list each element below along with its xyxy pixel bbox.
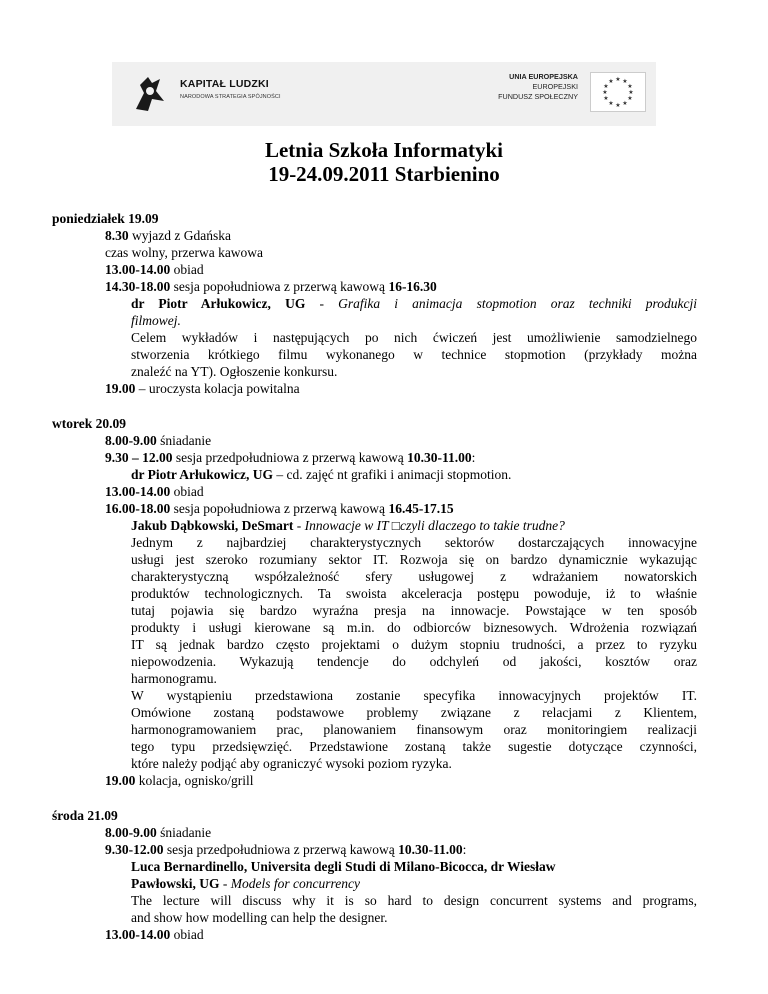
- speaker-line: dr Piotr Arłukowicz, UG – cd. zajęć nt grafiki i animacji stopmotion.: [131, 467, 512, 482]
- schedule-entry: 19.00 – uroczysta kolacja powitalna: [105, 381, 300, 396]
- svg-text:★: ★: [627, 95, 633, 102]
- page-title: Letnia Szkoła Informatyki: [264, 138, 503, 162]
- svg-text:★: ★: [627, 83, 633, 90]
- description-line: produktów technologicznych. Ta swoista akceleracja postępu powoduje, iż to właśnie: [131, 586, 697, 601]
- eu-logo-text: [478, 72, 578, 102]
- schedule-entry: 13.00-14.00 obiad: [105, 262, 204, 277]
- eu-flag-icon: [590, 72, 646, 112]
- description-line: niepowodzenia. Wykazują tendencje do odchyleń od jakości, kosztów oraz: [131, 654, 697, 669]
- svg-text:★: ★: [615, 102, 621, 109]
- eu-line2: EUROPEJSKI: [532, 82, 578, 91]
- page-subtitle: 19-24.09.2011 Starbienino: [268, 162, 500, 186]
- svg-text:★: ★: [602, 89, 608, 96]
- speaker-line: Luca Bernardinello, Universita degli Studi di Milano-Bicocca, dr Wiesław: [131, 859, 556, 874]
- svg-text:★: ★: [608, 100, 614, 107]
- schedule-entry: 13.00-14.00 obiad: [105, 927, 204, 942]
- kapital-ludzki-title: KAPITAŁ LUDZKI: [180, 78, 269, 90]
- day-heading: poniedziałek 19.09: [52, 211, 159, 226]
- description-line: produkty i usługi kierowane są m.in. do odbiorców biznesowych. Wdrożenia rozwiązań: [131, 620, 697, 635]
- eu-logo: [478, 72, 658, 118]
- speaker-line: Jakub Dąbkowski, DeSmart - Innowacje w IT □czyli dlaczego to takie trudne?: [131, 518, 565, 533]
- schedule-entry: 8.00-9.00 śniadanie: [105, 433, 212, 448]
- schedule-entry: 13.00-14.00 obiad: [105, 484, 204, 499]
- description-line: usługi jest szeroko rozumiany sektor IT. Rozwoja się on bardzo dynamicznie wykazując: [131, 552, 697, 567]
- description-line: które należy podjąć aby ograniczyć wysoki poziom ryzyka.: [131, 756, 452, 771]
- description-line: Jednym z najbardziej charakterystycznych sektorów dostarczających innowacyjne: [131, 535, 697, 550]
- description-line: harmonogramowaniem prac, planowaniem finansowym oraz monitoringiem realizacji: [131, 722, 697, 737]
- description-line: tutaj pojawia się bardzo wyraźna presja na innowacje. Powstające w ten sposób: [131, 603, 697, 618]
- kapital-ludzki-logo: [130, 69, 330, 119]
- svg-text:★: ★: [603, 95, 609, 102]
- schedule-entry: 9.30 – 12.00 sesja przedpołudniowa z przerwą kawową 10.30-11.00:: [105, 450, 476, 465]
- description-line: znaleźć na YT). Ogłoszenie konkursu.: [131, 364, 338, 379]
- description-line: IT są jednak bardzo często projektami o dużym stopniu trudności, a przez to ryzyku: [131, 637, 697, 652]
- schedule-entry: 8.00-9.00 śniadanie: [105, 825, 212, 840]
- schedule-entry: 8.30 wyjazd z Gdańska: [105, 228, 231, 243]
- svg-text:★: ★: [603, 83, 609, 90]
- description-line: and show how modelling can help the designer.: [131, 910, 388, 925]
- schedule-entry: czas wolny, przerwa kawowa: [105, 245, 264, 260]
- description-line: The lecture will discuss why it is so hard to design concurrent systems and programs,: [131, 893, 697, 908]
- svg-text:★: ★: [628, 89, 634, 96]
- kapital-ludzki-subtitle: NARODOWA STRATEGIA SPÓJNOŚCI: [180, 94, 281, 100]
- description-line: tego typu przedsięwzięć. Przedstawione zostaną także sugestie dotyczące czynności,: [131, 739, 697, 754]
- svg-text:★: ★: [622, 78, 628, 85]
- eu-line3: FUNDUSZ SPOŁECZNY: [498, 92, 578, 101]
- talk-title: filmowej.: [131, 313, 181, 328]
- schedule-entry: 9.30-12.00 sesja przedpołudniowa z przerwą kawową 10.30-11.00:: [105, 842, 467, 857]
- svg-text:★: ★: [615, 76, 621, 83]
- svg-text:★: ★: [622, 100, 628, 107]
- day-heading: środa 21.09: [52, 808, 118, 823]
- svg-text:★: ★: [608, 78, 614, 85]
- logo-bar: [112, 62, 656, 126]
- schedule-entry: 19.00 kolacja, ognisko/grill: [105, 773, 254, 788]
- kapital-ludzki-emblem-icon: [130, 71, 170, 115]
- description-line: stworzenia krótkiego filmu wykonanego w technice stopmotion (przykłady można: [131, 347, 697, 362]
- speaker-line: Pawłowski, UG - Models for concurrency: [131, 876, 360, 891]
- eu-line1: UNIA EUROPEJSKA: [509, 72, 578, 81]
- description-line: Celem wykładów i następujących po nich ćwiczeń jest umożliwienie samodzielnego: [131, 330, 697, 345]
- description-line: charakterystyczną współzależność sfery usługowej z wdrażaniem nowatorskich: [131, 569, 697, 584]
- speaker-line: dr Piotr Arłukowicz, UG - Grafika i animacja stopmotion oraz techniki produkcji: [131, 296, 697, 311]
- schedule-entry: 16.00-18.00 sesja popołudniowa z przerwą kawową 16.45-17.15: [105, 501, 454, 516]
- day-heading: wtorek 20.09: [52, 416, 126, 431]
- description-line: W wystąpieniu przedstawiona zostanie specyfika innowacyjnych projektów IT.: [131, 688, 697, 703]
- description-line: harmonogramu.: [131, 671, 217, 686]
- description-line: Omówione zostaną podstawowe problemy związane z relacjami z Klientem,: [131, 705, 697, 720]
- schedule-entry: 14.30-18.00 sesja popołudniowa z przerwą kawową 16-16.30: [105, 279, 437, 294]
